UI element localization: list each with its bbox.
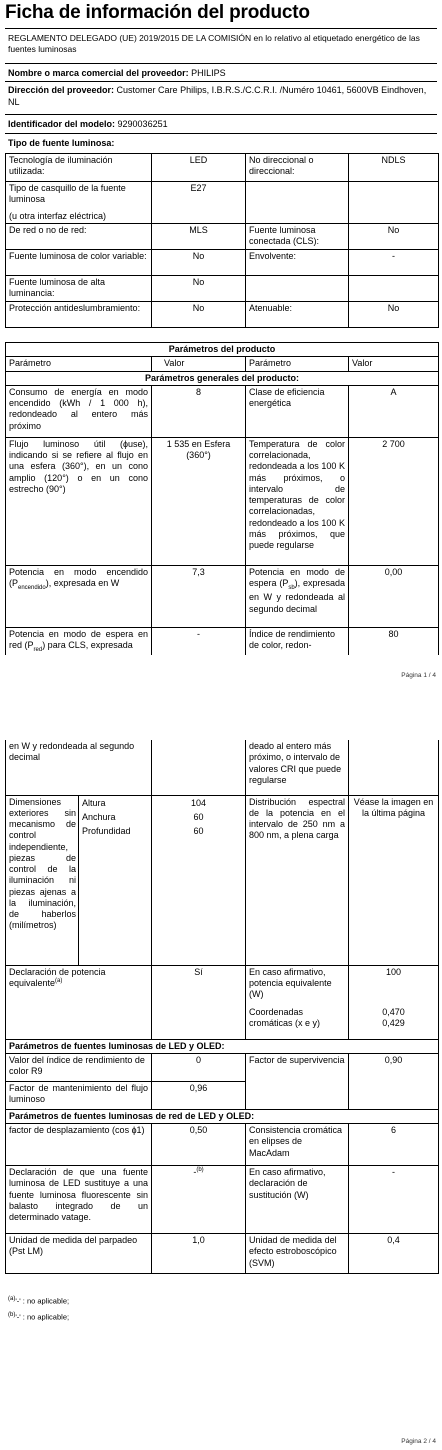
mains-led-parameters-title: Parámetros de fuentes luminosas de red de LED y OLED: — [6, 1109, 439, 1123]
efficiency-class-label: Clase de eficiencia energética — [246, 385, 349, 437]
anti-glare-label: Protección antideslumbramiento: — [6, 302, 152, 328]
cap-type-label: Tipo de casquillo de la fuente luminosa — [6, 182, 152, 210]
supplier-address-label: Dirección del proveedor: — [8, 85, 115, 95]
product-parameters-title: Parámetros del producto — [6, 343, 439, 357]
col-header-value: Valor — [152, 357, 246, 371]
replacement-claim-label: En caso afirmativo, declaración de sustitución (W) — [246, 1166, 349, 1234]
title-rule — [5, 28, 437, 29]
supplier-name-row — [8, 68, 226, 79]
survival-factor-label: Factor de supervivencia — [246, 1053, 349, 1081]
chromaticity-label: Coordenadas cromáticas (x e y) — [249, 1006, 321, 1028]
cap-type-value: E27 — [152, 182, 246, 210]
envelope-label: Envolvente: — [246, 250, 349, 276]
dimensions-values — [152, 795, 246, 965]
lumen-maintenance-label: Factor de mantenimiento del flujo luminoso — [6, 1081, 152, 1109]
supplier-name-value: PHILIPS — [191, 68, 226, 78]
on-mode-power-label — [6, 565, 152, 627]
lumen-maintenance-value: 0,96 — [152, 1081, 246, 1109]
displacement-factor-value: 0,50 — [152, 1124, 246, 1166]
standby-power-sub: sb — [288, 584, 295, 591]
standby-power-text-end: ), expresada en W y redondeada al segundo decimal — [249, 578, 345, 614]
page-title: Ficha de información del producto — [5, 2, 310, 23]
tech-label: Tecnología de iluminación utilizada: — [6, 154, 152, 182]
equivalent-power-text: Declaración de potencia equivalente — [9, 966, 106, 988]
page-number: Página 1 / 4 — [401, 672, 436, 679]
footnote-b — [8, 1312, 69, 1322]
energy-consumption-label: Consumo de energía en modo encendido (kWh / 1 000 h), redondeado al entero más próximo — [6, 385, 152, 437]
cls-label: Fuente luminosa conectada (CLS): — [246, 224, 349, 250]
standby-power-value: 0,00 — [349, 565, 439, 627]
document-page-2 — [0, 732, 442, 1450]
product-parameters-table-continued — [5, 740, 439, 1274]
dimmable-value: No — [349, 302, 439, 328]
standby-power-label — [246, 565, 349, 627]
width-label: Anchura — [82, 811, 116, 822]
networked-standby-text-end: ) para CLS, expresada — [42, 640, 133, 650]
directional-value: NDLS — [349, 154, 439, 182]
width-value: 60 — [193, 811, 204, 822]
on-mode-power-sub: encendido — [18, 584, 46, 591]
r9-label: Valor del índice de rendimiento de color R9 — [6, 1053, 152, 1081]
col-header-param: Parámetro — [246, 357, 349, 371]
spectral-distribution-label: Distribución espectral de la potencia en el intervalo de 250 nm a 800 nm, a plena carga — [246, 795, 349, 965]
empty-cell — [152, 740, 246, 795]
luminous-flux-label: Flujo luminoso útil (ɸuse), indicando si se refiere al flujo en una esfera (360°), en un cono amplio (120°) o en un cono estrecho (90°) — [6, 437, 152, 565]
dimmable-label: Atenuable: — [246, 302, 349, 328]
color-consistency-value: 6 — [349, 1124, 439, 1166]
on-mode-power-value: 7,3 — [152, 565, 246, 627]
color-consistency-label: Consistencia cromática en elipses de MacAdam — [246, 1124, 349, 1166]
footnote-a-mark: (a) — [8, 1296, 16, 1302]
high-luminance-value: No — [152, 276, 246, 302]
color-tunable-label: Fuente luminosa de color variable: — [6, 250, 152, 276]
document-page-1 — [0, 0, 442, 700]
high-luminance-label: Fuente luminosa de alta luminancia: — [6, 276, 152, 302]
cap-type-sub: (u otra interfaz eléctrica) — [6, 210, 152, 224]
model-identifier-row — [8, 119, 168, 130]
model-identifier-label: Identificador del modelo: — [8, 119, 116, 129]
cri-label: Índice de rendimiento de color, redon- — [246, 627, 349, 655]
empty-cell — [349, 276, 439, 302]
chromaticity-x-value: 0,470 — [382, 1006, 405, 1017]
supplier-name-label: Nombre o marca comercial del proveedor: — [8, 68, 189, 78]
equivalent-power-label — [6, 965, 152, 1039]
model-identifier-value: 9290036251 — [117, 119, 168, 129]
displacement-factor-label: factor de desplazamiento (cos ɸ1) — [6, 1124, 152, 1166]
color-temperature-label: Temperatura de color correlacionada, redondeada a los 100 K más próximos, o intervalo de temperaturas de color correlacionadas, redondeado a los 100 K más próximos, que puede regularse — [246, 437, 349, 565]
col-header-value: Valor — [349, 357, 439, 371]
separator — [5, 133, 437, 134]
networked-standby-value: - — [152, 627, 246, 655]
luminous-flux-value: 1 535 en Esfera (360°) — [152, 437, 246, 565]
separator — [5, 63, 437, 64]
dimensions-labels — [79, 795, 152, 965]
empty-cell — [152, 210, 246, 224]
general-parameters-title: Parámetros generales del producto: — [6, 371, 439, 385]
energy-consumption-value: 8 — [152, 385, 246, 437]
stroboscopic-effect-label: Unidad de medida del efecto estroboscópico (SVM) — [246, 1234, 349, 1274]
led-replaces-fluorescent-sup: (b) — [196, 1167, 204, 1173]
survival-factor-value: 0,90 — [349, 1053, 439, 1081]
led-parameters-title: Parámetros de fuentes luminosas de LED y OLED: — [6, 1039, 439, 1053]
led-replaces-fluorescent-text: - — [193, 1167, 197, 1177]
led-replaces-fluorescent-value — [152, 1166, 246, 1234]
flicker-metric-value: 1,0 — [152, 1234, 246, 1274]
empty-cell — [349, 1081, 439, 1109]
color-tunable-value: No — [152, 250, 246, 276]
color-temperature-value: 2 700 — [349, 437, 439, 565]
replacement-claim-value: - — [349, 1166, 439, 1234]
separator — [5, 114, 437, 115]
separator — [5, 81, 437, 82]
footnote-b-text: '-' : no aplicable; — [15, 1312, 70, 1322]
empty-cell — [246, 1081, 349, 1109]
equivalent-power-sup: (a) — [55, 977, 63, 984]
height-label: Altura — [82, 797, 106, 808]
equivalent-power-detail-values — [349, 965, 439, 1039]
product-parameters-table — [5, 342, 439, 655]
empty-cell — [246, 276, 349, 302]
cri-value: 80 — [349, 627, 439, 655]
networked-standby-sub: red — [33, 646, 43, 653]
empty-cell — [349, 740, 439, 795]
led-replaces-fluorescent-label: Declaración de que una fuente luminosa de LED sustituye a una fuente luminosa fluorescente sin balasto integrado de un determinado vatage. — [6, 1166, 152, 1234]
regulation-intro: REGLAMENTO DELEGADO (UE) 2019/2015 DE LA COMISIÓN en lo relativo al etiquetado energético de las fuentes luminosas — [8, 33, 420, 54]
mains-value: MLS — [152, 224, 246, 250]
light-source-type-text: Tipo de fuente luminosa: — [8, 138, 115, 148]
envelope-value: - — [349, 250, 439, 276]
flicker-metric-label: Unidad de medida del parpadeo (Pst LM) — [6, 1234, 152, 1274]
supplier-address-row — [8, 85, 436, 108]
efficiency-class-value: A — [349, 385, 439, 437]
r9-value: 0 — [152, 1053, 246, 1081]
cri-label-cont: deado al entero más próximo, o intervalo de valores CRI que puede regularse — [246, 740, 349, 795]
networked-standby-label — [6, 627, 152, 655]
light-source-type-label — [8, 138, 114, 149]
supplier-address-value: Customer Care Philips, I.B.R.S./C.C.R.I. /Numéro 10461, 5600VB Eindhoven, NL — [8, 85, 427, 107]
empty-cell — [246, 182, 349, 224]
anti-glare-value: No — [152, 302, 246, 328]
cls-value: No — [349, 224, 439, 250]
footnote-a — [8, 1296, 69, 1306]
stroboscopic-effect-value: 0,4 — [349, 1234, 439, 1274]
on-mode-power-text: Potencia en modo encendido (P — [9, 566, 148, 588]
col-header-param: Parámetro — [6, 357, 152, 371]
height-value: 104 — [191, 797, 207, 808]
mains-label: De red o no de red: — [6, 224, 152, 250]
equivalent-watts-value: 100 — [386, 966, 402, 977]
equivalent-power-value: Sí — [152, 965, 246, 1039]
footnote-a-text: '-' : no aplicable; — [15, 1296, 70, 1306]
dimensions-label: Dimensiones exteriores sin mecanismo de control independiente, piezas de control de la iluminación ni piezas ajenas a la iluminación, de haberlos (milímetros) — [6, 795, 79, 965]
chromaticity-y-value: 0,429 — [382, 1017, 405, 1028]
on-mode-power-text-end: ), expresada en W — [45, 578, 120, 588]
depth-label: Profundidad — [82, 825, 131, 836]
directional-label: No direccional o direccional: — [246, 154, 349, 182]
light-source-type-table — [5, 153, 439, 328]
equivalent-watts-label: En caso afirmativo, potencia equivalente (W) — [249, 966, 332, 999]
depth-value: 60 — [193, 825, 204, 836]
page-number: Página 2 / 4 — [401, 1438, 436, 1445]
standby-power-text: Potencia en modo de espera (P — [249, 566, 345, 588]
footnote-b-mark: (b) — [8, 1312, 16, 1318]
networked-standby-label-cont: en W y redondeada al segundo decimal — [6, 740, 152, 795]
empty-cell — [349, 182, 439, 224]
tech-value: LED — [152, 154, 246, 182]
spectral-distribution-value: Véase la imagen en la última página — [349, 795, 439, 965]
equivalent-power-details — [246, 965, 349, 1039]
networked-standby-text: Potencia en modo de espera en red (P — [9, 628, 148, 650]
